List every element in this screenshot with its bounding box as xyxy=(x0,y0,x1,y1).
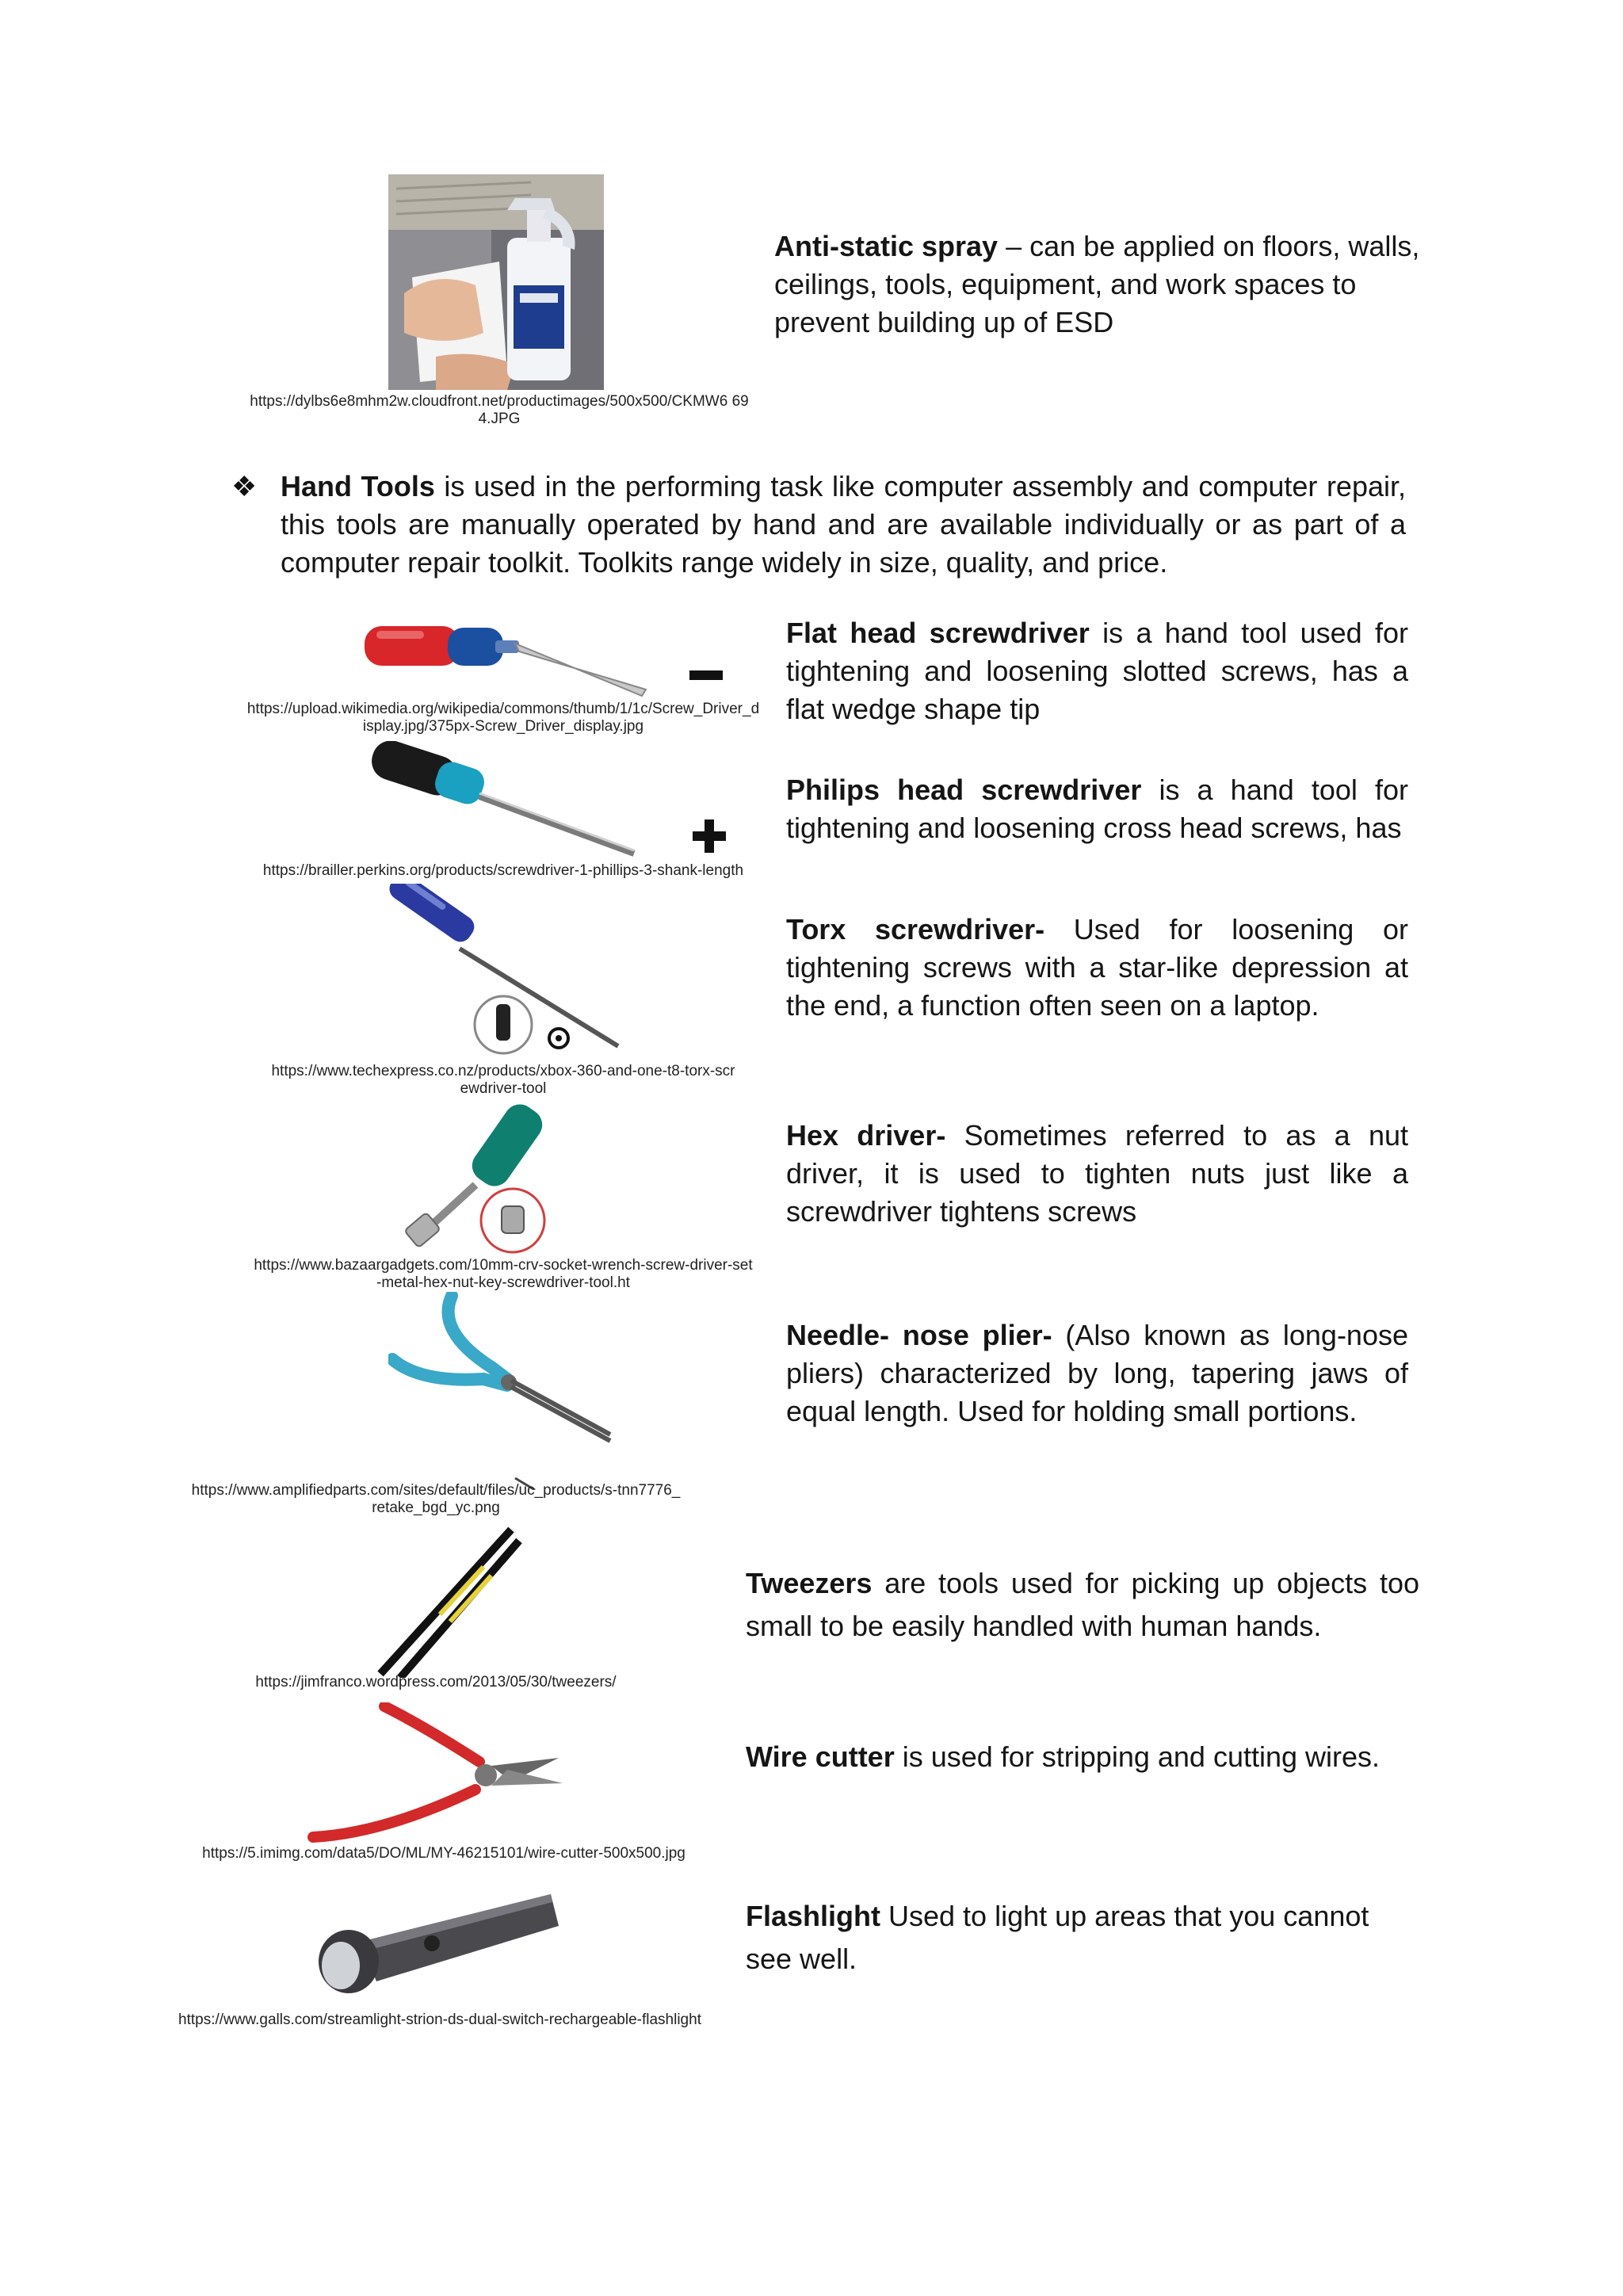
needle-nose-title: Needle- nose plier- xyxy=(786,1319,1052,1351)
antistatic-title: Anti-static spray xyxy=(774,230,999,262)
tweezers-description xyxy=(746,1562,1419,1648)
wire-cutter-image-source: https://5.imimg.com/data5/DO/ML/MY-46215101/wire-cutter-500x500.jpg xyxy=(202,1845,685,1862)
tweezers-image xyxy=(365,1523,523,1678)
needle-nose-description xyxy=(786,1316,1408,1431)
hex-description xyxy=(786,1117,1408,1231)
flashlight-title: Flashlight xyxy=(746,1900,880,1932)
flat-head-text: is a hand tool used for tightening and loosening slotted screws, has a flat wedge shape tip xyxy=(786,617,1408,725)
tweezers-image-source: https://jimfranco.wordpress.com/2013/05/30/tweezers/ xyxy=(255,1674,617,1690)
antistatic-text: – can be applied on floors, walls, ceilings, tools, equipment, and work spaces to prevent building up of ESD xyxy=(774,230,1420,338)
torx-title: Torx screwdriver- xyxy=(786,913,1045,946)
hex-title: Hex driver- xyxy=(786,1119,946,1152)
flat-head-description xyxy=(786,614,1408,728)
bullet-icon: ❖ xyxy=(231,470,258,502)
antistatic-description xyxy=(774,227,1423,342)
antistatic-spray-image xyxy=(388,174,604,390)
wire-cutter-title: Wire cutter xyxy=(746,1740,895,1773)
hand-tools-title: Hand Tools xyxy=(281,470,435,502)
wire-cutter-image xyxy=(305,1702,571,1845)
philips-text: is a hand tool for tightening and loosening cross head screws, has xyxy=(786,774,1409,844)
antistatic-image-source: https://dylbs6e8mhm2w.cloudfront.net/productimages/500x500/CKMW6 694.JPG xyxy=(250,393,749,427)
flashlight-description xyxy=(746,1895,1419,1981)
needle-nose-text: (Also known as long-nose pliers) characterized by long, tapering jaws of equal length. Used for holding small portions. xyxy=(786,1319,1408,1427)
needle-nose-plier-image xyxy=(388,1292,626,1490)
flashlight-image xyxy=(313,1878,567,1997)
philips-description xyxy=(786,771,1408,847)
torx-text: Used for loosening or tightening screws with a star-like depression at the end, a function often seen on a laptop. xyxy=(786,913,1408,1022)
flat-head-title: Flat head screwdriver xyxy=(786,617,1090,649)
philips-screwdriver-image xyxy=(365,741,642,860)
flashlight-text: Used to light up areas that you cannot see well. xyxy=(746,1900,1369,1975)
hand-tools-description xyxy=(281,468,1406,582)
torx-screwdriver-image xyxy=(380,884,626,1058)
hand-tools-text: is used in the performing task like computer assembly and computer repair, this tools are manually operated by hand and are available individually or as part of a computer repair toolkit. Toolkits range widely in size, quality, and price. xyxy=(281,470,1406,579)
hex-image-source: https://www.bazaargadgets.com/10mm-crv-socket-wrench-screw-driver-set-metal-hex-nut-key-screwdriver-tool.ht xyxy=(254,1257,753,1291)
philips-title: Philips head screwdriver xyxy=(786,774,1142,806)
tweezers-text: are tools used for picking up objects too small to be easily handled with human hands. xyxy=(746,1567,1419,1642)
torx-description xyxy=(786,911,1408,1025)
tweezers-title: Tweezers xyxy=(746,1567,873,1599)
wire-cutter-description xyxy=(746,1736,1419,1778)
wire-cutter-text: is used for stripping and cutting wires. xyxy=(894,1740,1381,1773)
minus-icon xyxy=(689,670,723,680)
needle-nose-image-source: https://www.amplifiedparts.com/sites/default/files/uc_products/s-tnn7776_retake_bgd_yc.png xyxy=(191,1482,681,1516)
torx-image-source: https://www.techexpress.co.nz/products/xbox-360-and-one-t8-torx-screwdriver-tool xyxy=(271,1063,735,1097)
plus-icon xyxy=(693,819,726,853)
hex-text: Sometimes referred to as a nut driver, it is used to tighten nuts just like a screwdriver tightens screws xyxy=(786,1119,1408,1228)
philips-image-source: https://brailler.perkins.org/products/screwdriver-1-phillips-3-shank-length xyxy=(262,862,744,879)
flat-head-image-source: https://upload.wikimedia.org/wikipedia/commons/thumb/1/1c/Screw_Driver_display.jpg/375px-Screw_Driver_display.jpg xyxy=(246,701,760,735)
hex-driver-image xyxy=(400,1102,559,1256)
flashlight-image-source: https://www.galls.com/streamlight-strion-ds-dual-switch-rechargeable-flashlight xyxy=(178,2011,701,2028)
flat-head-screwdriver-image xyxy=(361,610,654,705)
